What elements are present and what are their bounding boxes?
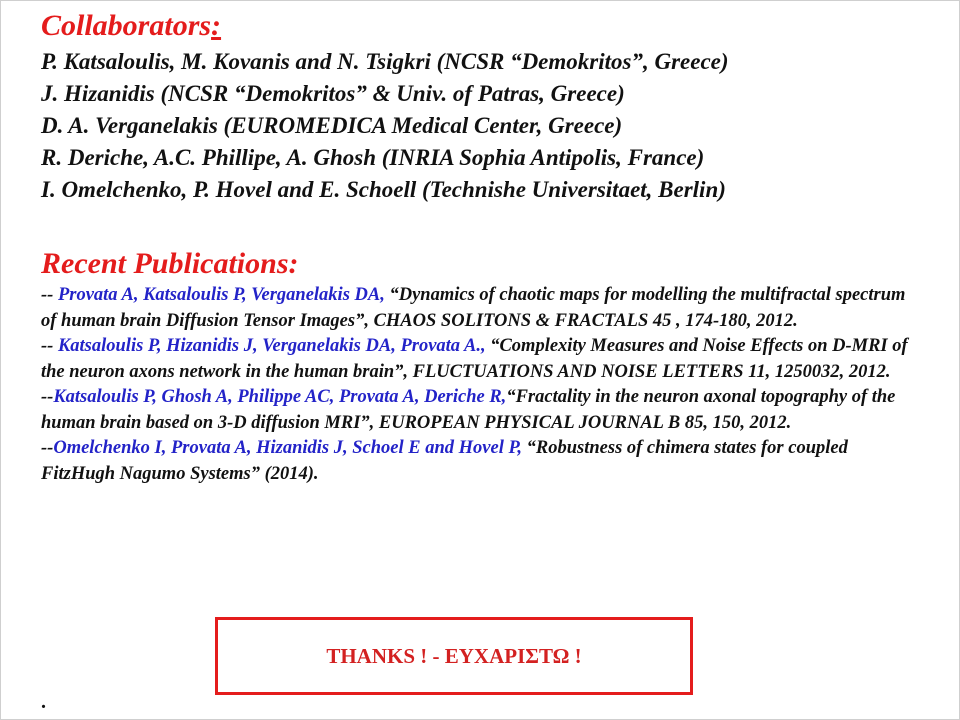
publication-prefix: -- [41, 438, 54, 458]
thanks-box [215, 617, 693, 695]
publication-citation: “Dynamics of chaotic maps for modelling the multifractal spectrum of human brain Diffusion Tensor Images”, CHAOS SOLITONS & FRACTALS 45 , 174-180, 2012. [41, 285, 906, 331]
publications-list [41, 283, 921, 487]
thanks-text: THANKS ! - ΕΥΧΑΡΙΣΤΩ ! [326, 643, 582, 668]
publication-entry [41, 436, 921, 487]
collaborator-line: R. Deriche, A.C. Phillipe, A. Ghosh (INRIA Sophia Antipolis, France) [41, 145, 705, 170]
publication-authors: Provata A, Katsaloulis P, Verganelakis DA, [57, 285, 385, 305]
collaborators-heading-text: Collaborators [41, 9, 212, 42]
publication-authors: Omelchenko I, Provata A, Hizanidis J, Schoel E and Hovel P, [53, 438, 523, 458]
publication-entry [41, 334, 921, 385]
publication-prefix: -- [41, 336, 58, 356]
collaborators-heading-colon: : [211, 9, 222, 42]
collaborators-heading [41, 11, 221, 41]
collaborators-list [41, 46, 941, 206]
footer-mark: . [41, 691, 46, 713]
publication-entry [41, 283, 921, 334]
publication-authors: Katsaloulis P, Ghosh A, Philippe AC, Provata A, Deriche R, [53, 387, 507, 407]
publication-prefix: -- [41, 387, 54, 407]
collaborator-line: I. Omelchenko, P. Hovel and E. Schoell (Technishe Universitaet, Berlin) [41, 177, 726, 202]
collaborator-line: J. Hizanidis (NCSR “Demokritos” & Univ. of Patras, Greece) [41, 81, 625, 106]
publication-citation: “Complexity Measures and Noise Effects on D-MRI of the neuron axons network in the human brain”, FLUCTUATIONS AND NOISE LETTERS 11, 1250032, 2012. [41, 336, 908, 382]
publications-heading: Recent Publications: [41, 247, 299, 280]
collaborator-line: D. A. Verganelakis (EUROMEDICA Medical Center, Greece) [41, 113, 623, 138]
publication-authors: Katsaloulis P, Hizanidis J, Verganelakis DA, Provata A., [57, 336, 486, 356]
publication-entry [41, 385, 921, 436]
publication-prefix: -- [41, 285, 58, 305]
collaborator-line: P. Katsaloulis, M. Kovanis and N. Tsigkri (NCSR “Demokritos”, Greece) [41, 49, 729, 74]
publication-citation: “Robustness of chimera states for coupled FitzHugh Nagumo Systems” (2014). [41, 438, 848, 484]
publication-citation: “Fractality in the neuron axonal topography of the human brain based on 3-D diffusion MRI”, EUROPEAN PHYSICAL JOURNAL B 85, 150, 2012. [41, 387, 896, 433]
